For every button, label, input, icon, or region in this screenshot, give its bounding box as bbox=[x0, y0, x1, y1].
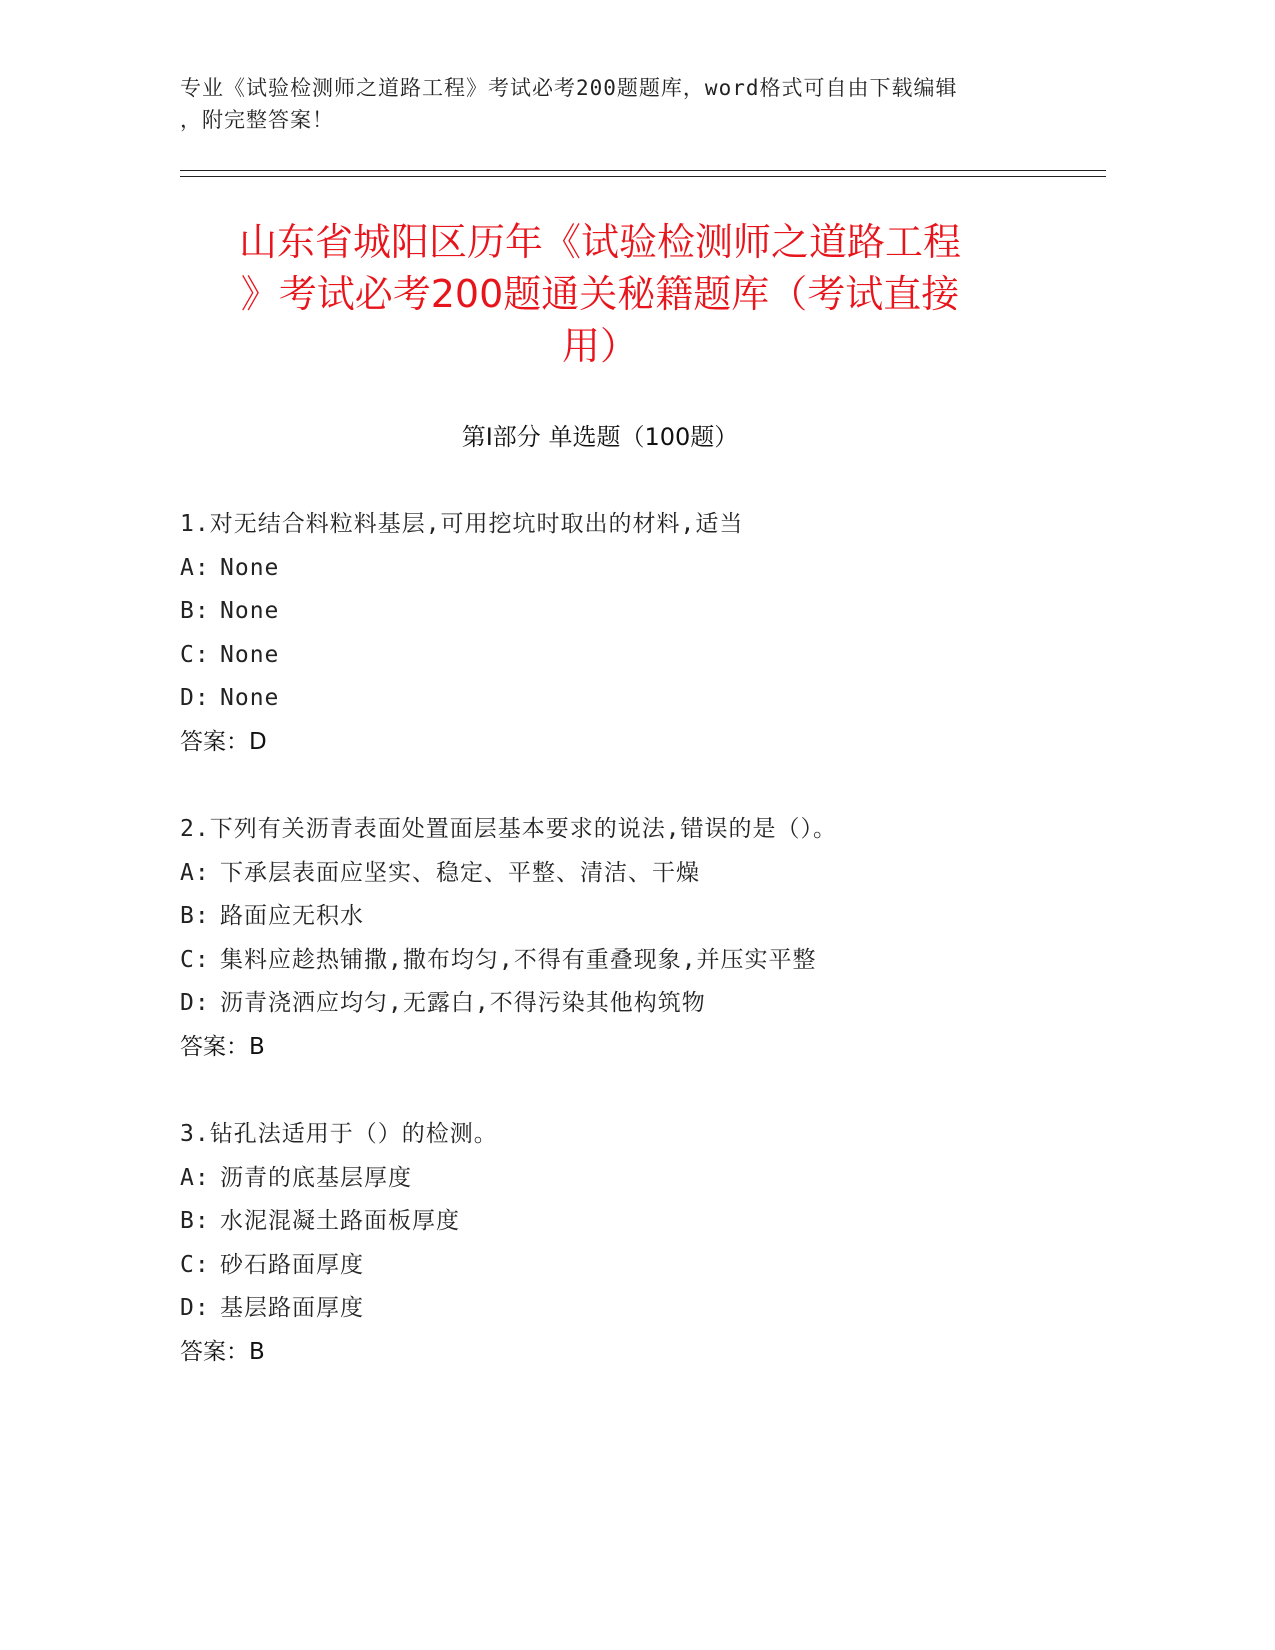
option-text: None bbox=[220, 554, 280, 581]
document-title-line-1: 山东省城阳区历年《试验检测师之道路工程 bbox=[238, 220, 961, 264]
option-c bbox=[180, 1244, 1120, 1288]
option-text: 沥青浇洒应均匀,无露白,不得污染其他构筑物 bbox=[220, 990, 706, 1016]
option-key: A: bbox=[180, 1164, 210, 1191]
option-a bbox=[180, 547, 1120, 591]
question-stem: 1.对无结合料粒料基层,可用挖坑时取出的材料,适当 bbox=[180, 511, 744, 537]
header-note-line-2: ，附完整答案！ bbox=[180, 108, 334, 132]
question-stem: 2.下列有关沥青表面处置面层基本要求的说法,错误的是（）。 bbox=[180, 816, 838, 842]
question-1 bbox=[180, 503, 1120, 764]
answer: 答案：B bbox=[180, 1338, 265, 1365]
option-key: B: bbox=[180, 903, 210, 929]
option-b bbox=[180, 590, 1120, 634]
option-a bbox=[180, 1157, 1120, 1201]
header-note bbox=[180, 72, 1050, 136]
option-text: 砂石路面厚度 bbox=[220, 1251, 364, 1278]
section-title: 第I部分 单选题（100题） bbox=[461, 423, 739, 451]
option-text: 集料应趁热铺撒,撒布均匀,不得有重叠现象,并压实平整 bbox=[220, 946, 817, 973]
option-c bbox=[180, 939, 1120, 983]
option-b bbox=[180, 895, 1120, 939]
option-key: A: bbox=[180, 554, 210, 581]
option-text: 水泥混凝土路面板厚度 bbox=[220, 1208, 460, 1234]
document-title bbox=[160, 216, 1040, 372]
answer: 答案：B bbox=[180, 1033, 265, 1060]
option-key: C: bbox=[180, 641, 210, 668]
option-b bbox=[180, 1200, 1120, 1244]
header-divider-top bbox=[180, 170, 1106, 171]
option-key: B: bbox=[180, 598, 210, 624]
answer: 答案：D bbox=[180, 728, 267, 755]
option-d bbox=[180, 677, 1120, 721]
header-divider-bottom bbox=[180, 176, 1106, 177]
option-text: 路面应无积水 bbox=[220, 903, 364, 929]
option-d bbox=[180, 982, 1120, 1026]
option-key: D: bbox=[180, 1295, 210, 1321]
document-title-line-3: 用） bbox=[561, 324, 638, 368]
option-text: 下承层表面应坚实、稳定、平整、清洁、干燥 bbox=[220, 859, 700, 886]
option-c bbox=[180, 634, 1120, 678]
option-text: 基层路面厚度 bbox=[220, 1295, 364, 1321]
option-a bbox=[180, 852, 1120, 896]
option-d bbox=[180, 1287, 1120, 1331]
option-key: D: bbox=[180, 685, 210, 711]
option-key: C: bbox=[180, 1251, 210, 1278]
option-text: None bbox=[220, 598, 280, 624]
question-stem: 3.钻孔法适用于（）的检测。 bbox=[180, 1121, 498, 1147]
document-title-line-2: 》考试必考200题通关秘籍题库（考试直接 bbox=[240, 272, 960, 316]
option-text: None bbox=[220, 641, 280, 668]
option-key: C: bbox=[180, 946, 210, 973]
option-text: 沥青的底基层厚度 bbox=[220, 1164, 412, 1191]
question-3 bbox=[180, 1113, 1120, 1374]
header-note-line-1: 专业《试验检测师之道路工程》考试必考200题题库，word格式可自由下载编辑 bbox=[180, 76, 958, 100]
question-2 bbox=[180, 808, 1120, 1069]
option-text: None bbox=[220, 685, 280, 711]
option-key: A: bbox=[180, 859, 210, 886]
option-key: D: bbox=[180, 990, 210, 1016]
option-key: B: bbox=[180, 1208, 210, 1234]
